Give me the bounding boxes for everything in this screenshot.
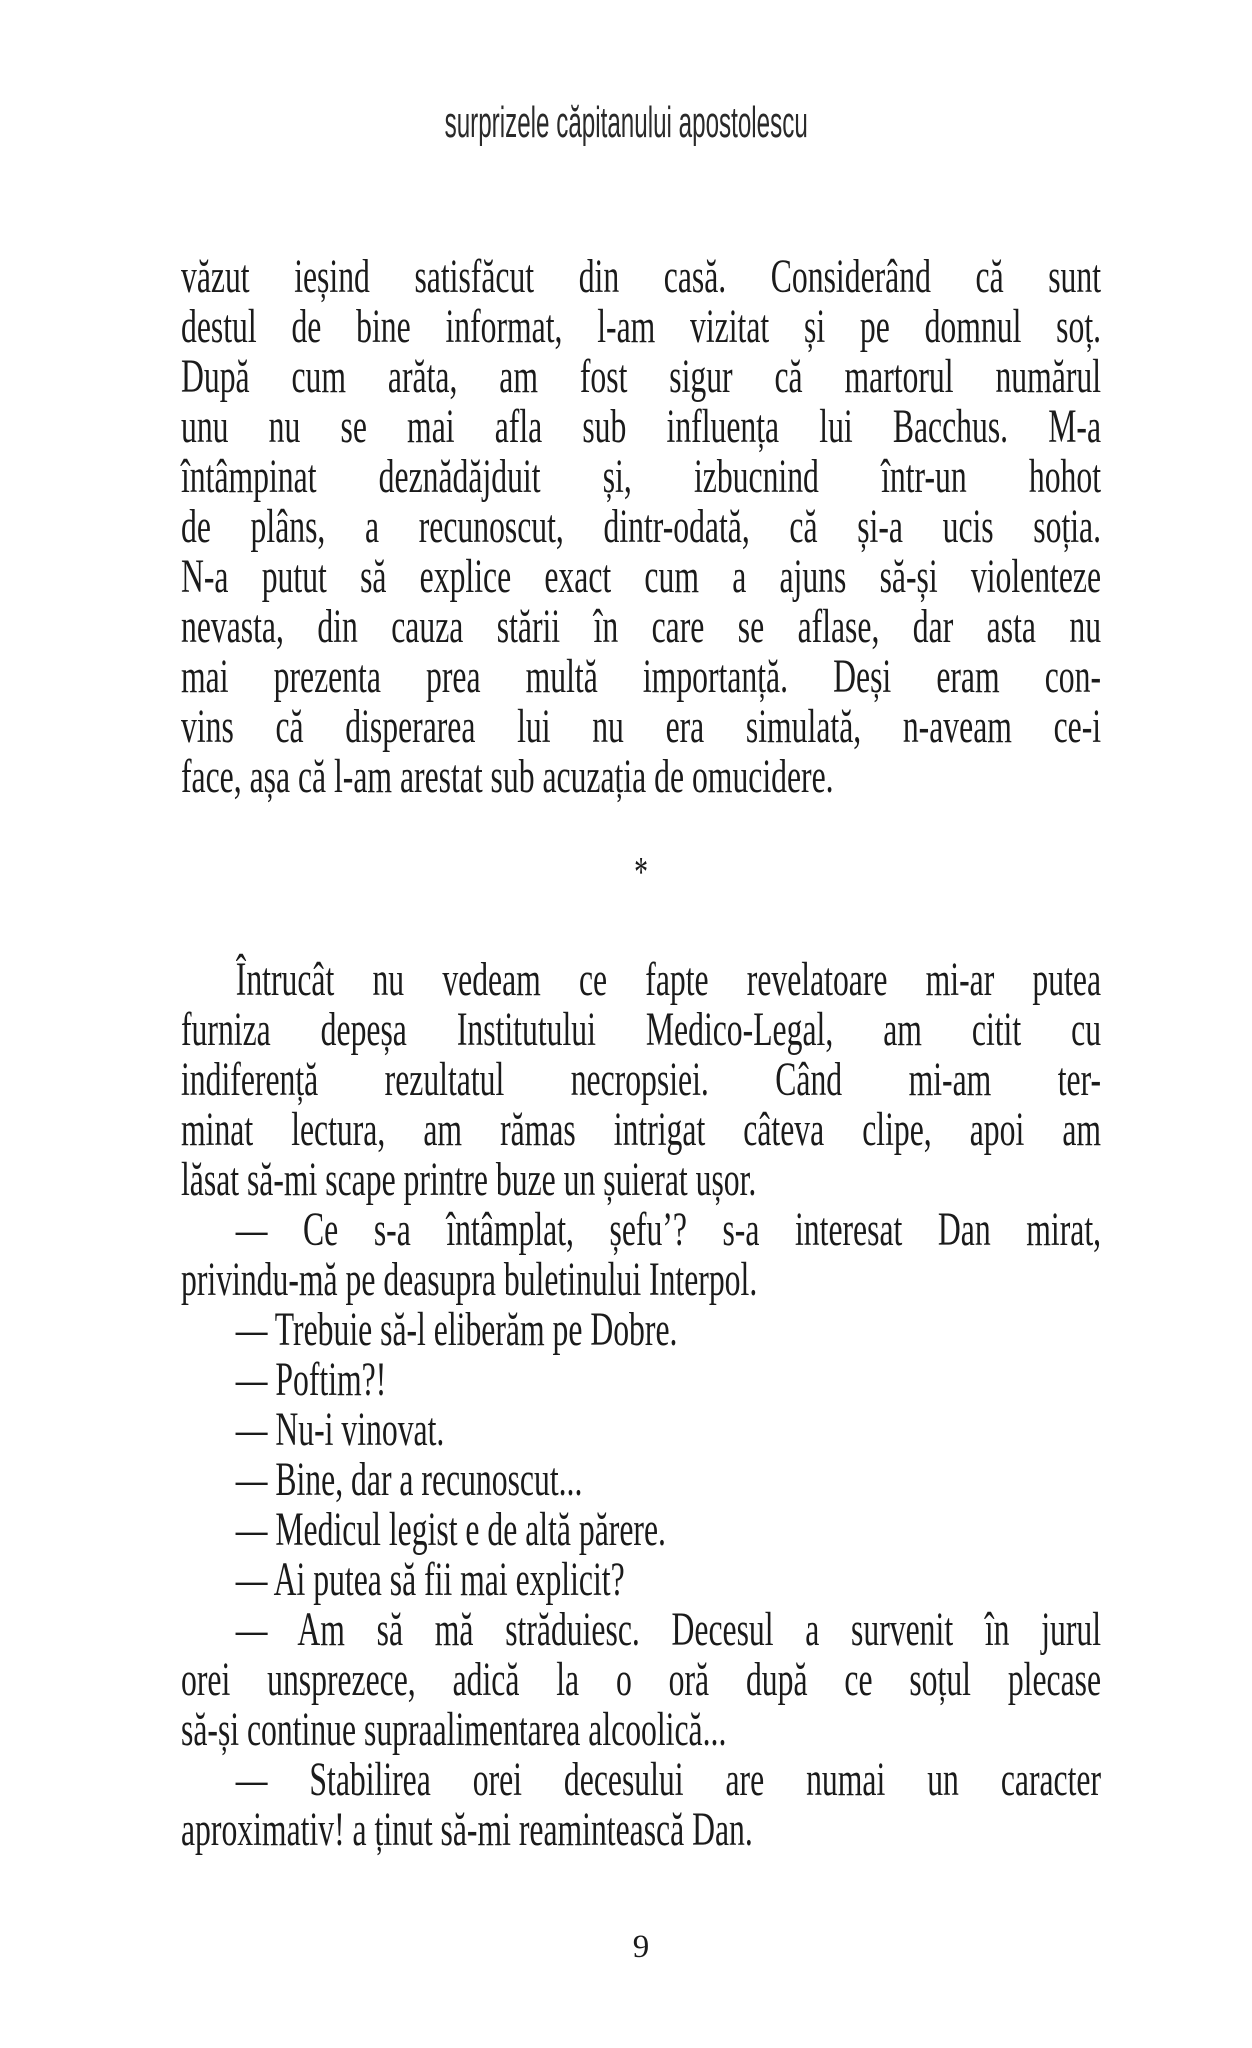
text-line: destul de bine informat, l-am vizitat și pe domnul soț. <box>181 300 1102 353</box>
text-line: văzut ieșind satisfăcut din casă. Considerând că sunt <box>181 250 1102 303</box>
text-line: aproximativ! a ținut să-mi reamintească Dan. <box>181 1803 753 1856</box>
text-line: N-a putut să explice exact cum a ajuns să-și violenteze <box>181 550 1102 603</box>
page-number: 9 <box>632 1929 650 1965</box>
text-line: — Ce s-a întâmplat, șefu’? s-a interesat Dan mirat, <box>235 1203 1102 1256</box>
text-line: orei unsprezece, adică la o oră după ce soțul plecase <box>181 1653 1102 1706</box>
text-line: — Ai putea să fii mai explicit? <box>235 1553 625 1606</box>
paragraph-continuation <box>181 252 1101 802</box>
text-line: de plâns, a recunoscut, dintr-odată, că și-a ucis soția. <box>181 500 1102 553</box>
text-line: vins că disperarea lui nu era simulată, n-aveam ce-i <box>181 700 1102 753</box>
text-line: lăsat să-mi scape printre buze un șuierat ușor. <box>181 1153 757 1206</box>
text-line: privindu-mă pe deasupra buletinului Interpol. <box>181 1253 758 1306</box>
text-line: — Nu-i vinovat. <box>235 1403 445 1456</box>
text-line: — Stabilirea orei decesului are numai un caracter <box>235 1753 1102 1806</box>
text-line: furniza depeșa Institutului Medico-Legal, am citit cu <box>181 1003 1102 1056</box>
section-two <box>181 955 1101 1855</box>
text-line: întâmpinat deznădăjduit și, izbucnind într-un hohot <box>181 450 1102 503</box>
running-header-title: surprizele căpitanului apostolescu <box>444 98 808 147</box>
text-line: mai prezenta prea multă importanță. Deși eram con- <box>181 650 1102 703</box>
text-line: unu nu se mai afla sub influența lui Bacchus. M-a <box>181 400 1102 453</box>
text-line: indiferență rezultatul necropsiei. Când mi-am ter- <box>181 1053 1102 1106</box>
running-header <box>0 98 1252 148</box>
text-line: să-și continue supraalimentarea alcoolică... <box>181 1703 727 1756</box>
text-line: — Trebuie să-l eliberăm pe Dobre. <box>235 1303 678 1356</box>
text-line: minat lectura, am rămas intrigat câteva clipe, apoi am <box>181 1103 1102 1156</box>
text-line: După cum arăta, am fost sigur că martorul numărul <box>181 350 1102 403</box>
text-line: Întrucât nu vedeam ce fapte revelatoare mi-ar putea <box>235 953 1102 1006</box>
text-line: — Poftim?! <box>235 1353 387 1406</box>
text-body <box>181 252 1101 1855</box>
text-line: — Am să mă străduiesc. Decesul a survenit în jurul <box>235 1603 1102 1656</box>
section-separator: * <box>634 850 648 896</box>
text-line: nevasta, din cauza stării în care se aflase, dar asta nu <box>181 600 1102 653</box>
text-line: — Bine, dar a recunoscut... <box>235 1453 583 1506</box>
text-line: face, așa că l-am arestat sub acuzația de omucidere. <box>181 750 834 803</box>
text-line: — Medicul legist e de altă părere. <box>235 1503 666 1556</box>
